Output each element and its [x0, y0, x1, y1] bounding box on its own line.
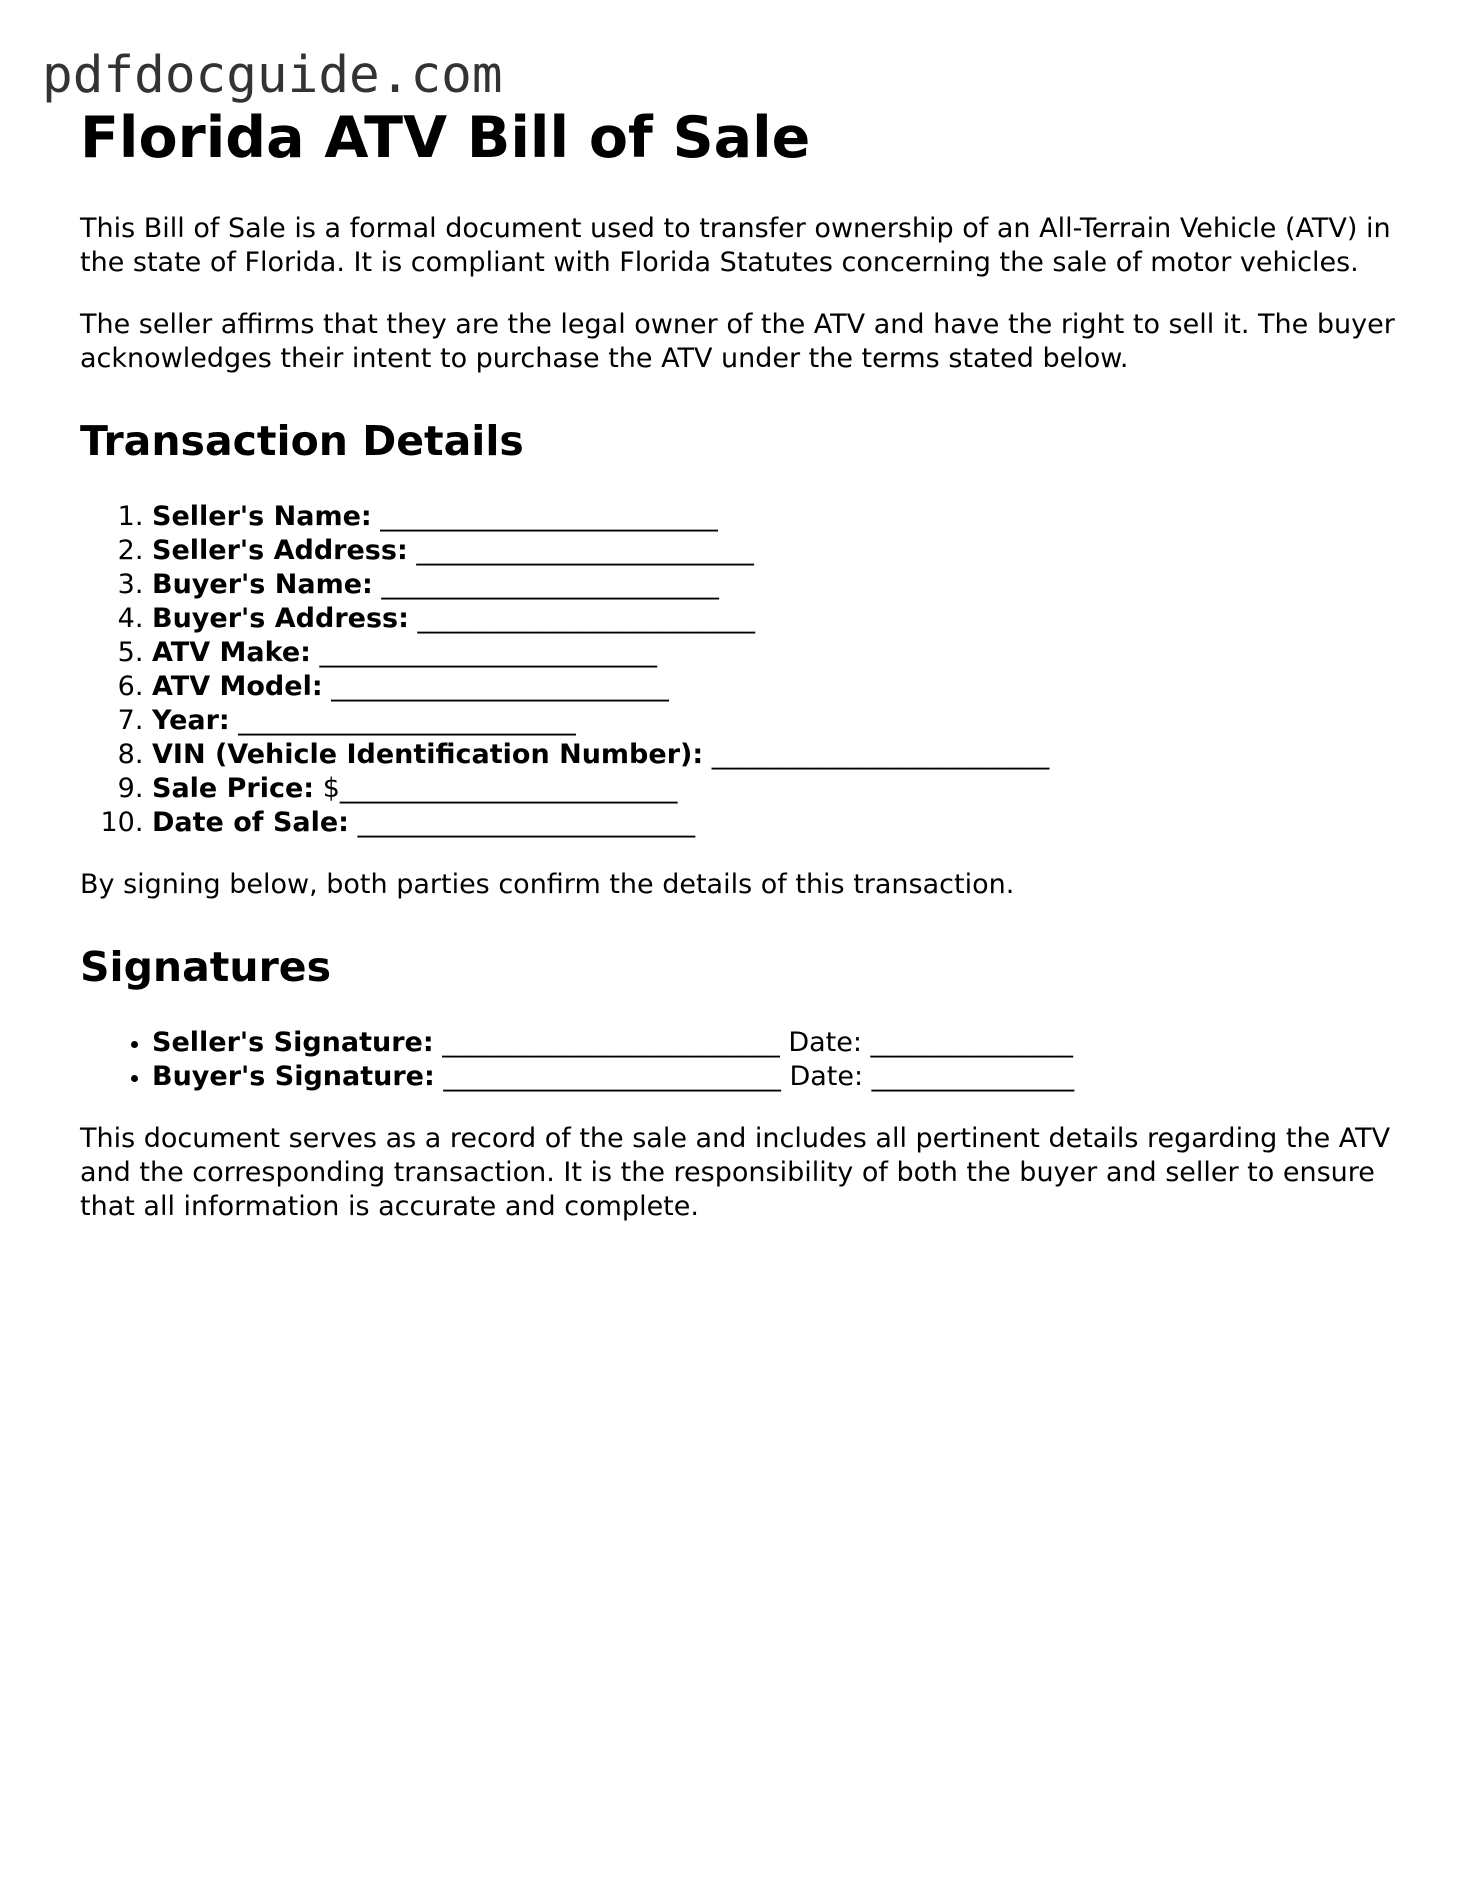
field-year: [152, 704, 1400, 738]
field-blank: _________________________: [372, 569, 719, 600]
field-blank: _________________________: [371, 501, 718, 532]
field-label: Seller's Address:: [152, 535, 408, 566]
field-blank: $_________________________: [314, 773, 678, 804]
field-blank: _________________________ Date: _______________: [434, 1061, 1075, 1092]
intro-paragraph-2: The seller affirms that they are the legal owner of the ATV and have the right to sell it. The buyer acknowledges their intent to purchase the ATV under the terms stated below.: [80, 309, 1395, 374]
field-buyers-name: [152, 568, 1400, 602]
field-label: Seller's Signature:: [152, 1027, 434, 1058]
field-sellers-address: [152, 534, 1400, 568]
field-atv-model: [152, 670, 1400, 704]
field-atv-make: [152, 636, 1400, 670]
field-label: Year:: [152, 705, 230, 736]
field-sellers-name: [152, 500, 1400, 534]
field-label: Buyer's Address:: [152, 603, 409, 634]
closing-paragraph: This document serves as a record of the sale and includes all pertinent details regarding the ATV and the corresponding transaction. It is the responsibility of both the buyer and seller to ensure that all information is accurate and complete.: [80, 1123, 1391, 1222]
field-blank: _________________________: [310, 637, 658, 668]
field-blank: _________________________: [408, 603, 755, 634]
field-buyers-address: [152, 602, 1400, 636]
signature-fields-list: [80, 1026, 1400, 1094]
field-buyers-signature: [152, 1060, 1400, 1094]
intro-paragraph-1: This Bill of Sale is a formal document used to transfer ownership of an All-Terrain Vehicle (ATV) in the state of Florida. It is compliant with Florida Statutes concerning the sale of motor vehicles.: [80, 213, 1391, 278]
field-vin: [152, 738, 1400, 772]
field-label: ATV Make:: [152, 637, 311, 668]
field-label: Buyer's Name:: [152, 569, 373, 600]
field-blank: _________________________: [703, 739, 1050, 770]
signatures-heading: Signatures: [80, 943, 332, 991]
field-date-of-sale: [152, 806, 1400, 840]
field-label: Buyer's Signature:: [152, 1061, 435, 1092]
field-label: VIN (Vehicle Identification Number):: [152, 739, 704, 770]
watermark-text: pdfdocguide.com: [42, 46, 503, 105]
transaction-details-heading: Transaction Details: [80, 417, 524, 465]
field-sellers-signature: [152, 1026, 1400, 1060]
field-label: ATV Model:: [152, 671, 323, 702]
document-title: Florida ATV Bill of Sale: [80, 105, 811, 171]
transaction-fields-list: [80, 500, 1400, 840]
field-label: Date of Sale:: [152, 807, 349, 838]
field-blank: _________________________: [229, 705, 576, 736]
field-label: Sale Price:: [152, 773, 315, 804]
field-blank: _________________________ Date: _______________: [433, 1027, 1074, 1058]
field-blank: _________________________: [348, 807, 696, 838]
field-blank: _________________________: [322, 671, 669, 702]
document-body: [80, 100, 1400, 1252]
confirmation-paragraph: By signing below, both parties confirm the details of this transaction.: [80, 869, 1015, 900]
field-sale-price: [152, 772, 1400, 806]
field-blank: _________________________: [407, 535, 754, 566]
field-label: Seller's Name:: [152, 501, 372, 532]
